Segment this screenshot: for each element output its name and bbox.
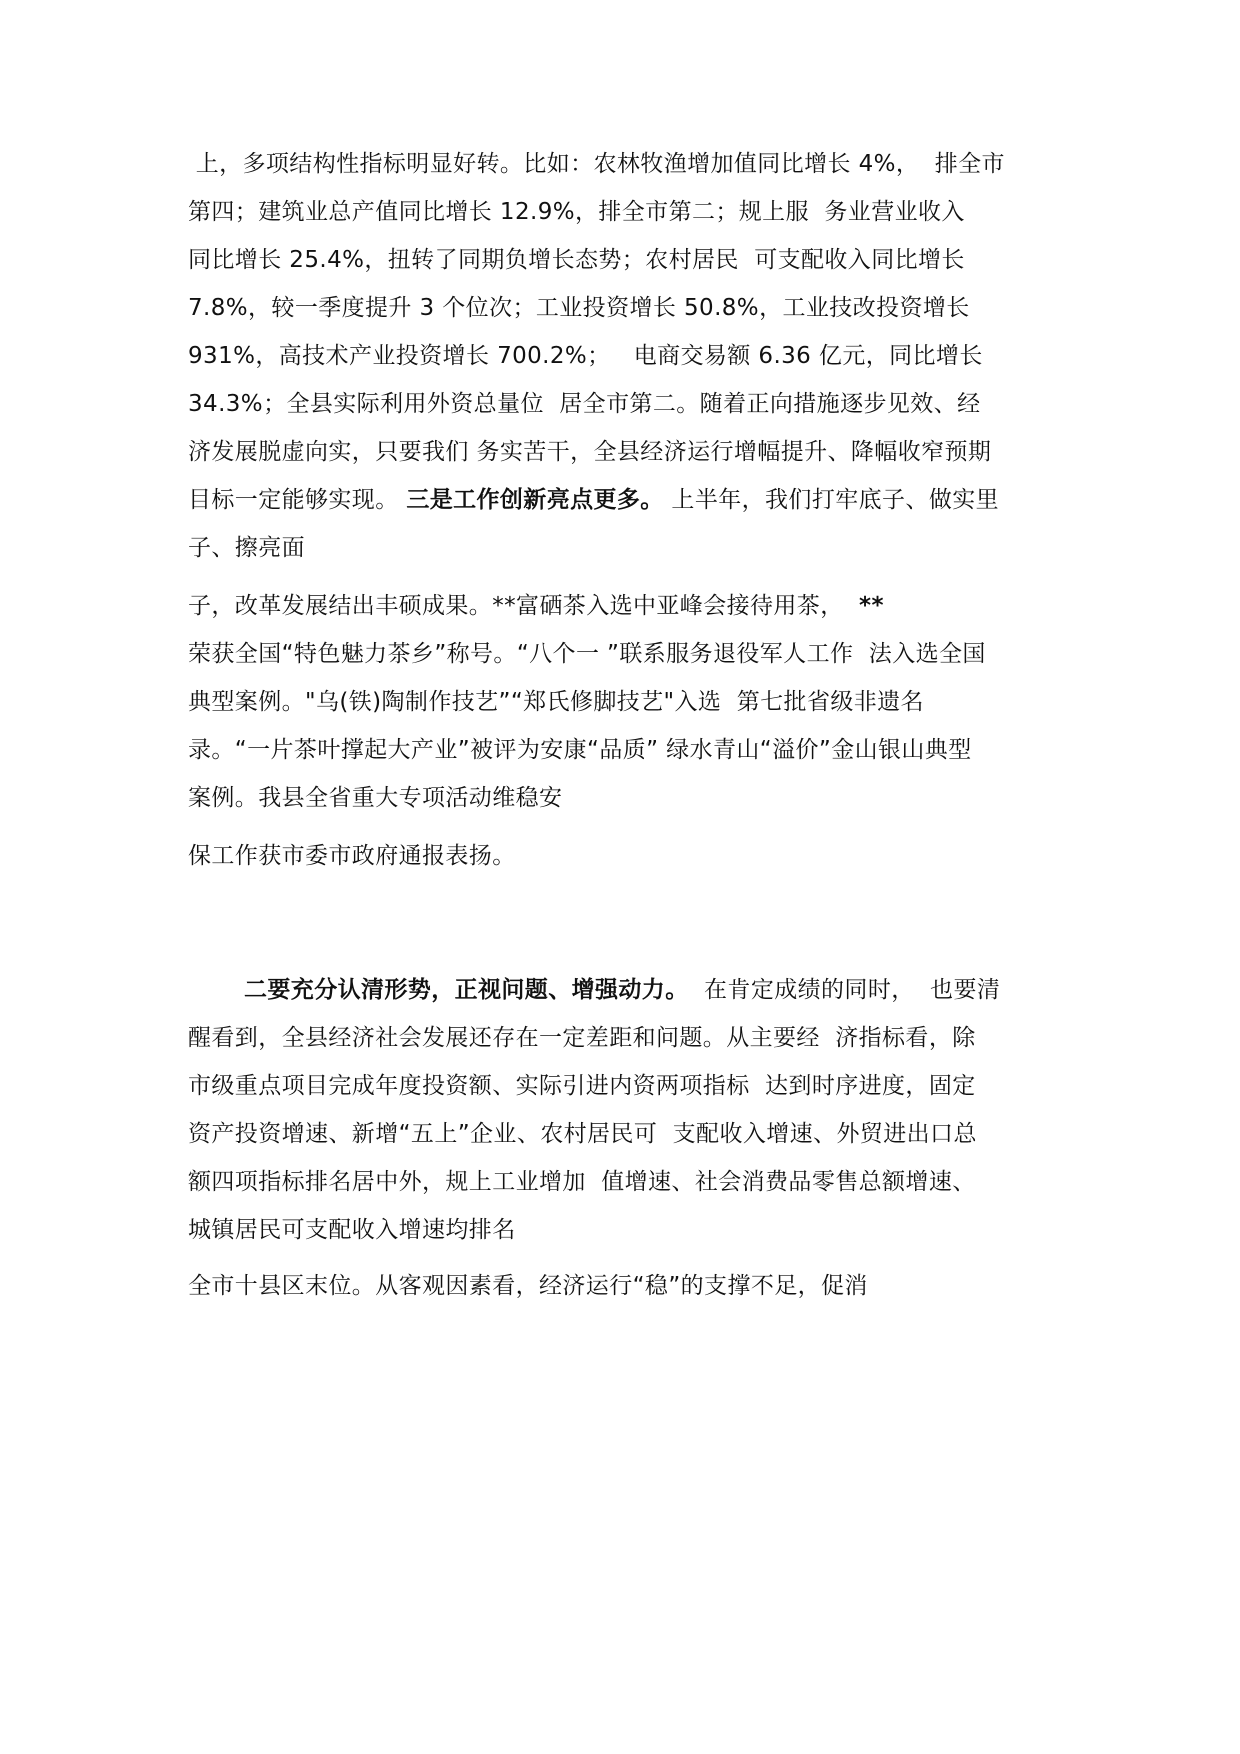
text-line: 34.3%；全县实际利用外资总量位 居全市第二。随着正向措施逐步见效、经 xyxy=(188,391,981,417)
text-line: 同比增长 25.4%，扭转了同期负增长态势；农村居民 可支配收入同比增长 xyxy=(188,247,965,273)
text-line: 典型案例。"乌(铁)陶制作技艺”“郑氏修脚技艺"入选 第七批省级非遗名 xyxy=(188,689,924,715)
text-line: 上，多项结构性指标明显好转。比如：农林牧渔增加值同比增长 4%， 排全市 xyxy=(188,151,1005,177)
text-line: 二要充分认清形势，正视问题、增强动力。 在肯定成绩的同时， 也要清 xyxy=(244,977,1001,1003)
text-line: 第四；建筑业总产值同比增长 12.9%，排全市第二；规上服 务业营业收入 xyxy=(188,199,965,225)
highlight-heading: 三是工作创新亮点更多。 xyxy=(406,487,664,513)
text-line: 额四项指标排名居中外，规上工业增加 值增速、社会消费品零售总额增速、 xyxy=(188,1169,976,1195)
text-line: 案例。我县全省重大专项活动维稳安 xyxy=(188,785,563,811)
text-line: 城镇居民可支配收入增速均排名 xyxy=(188,1217,516,1243)
text-line: 市级重点项目完成年度投资额、实际引进内资两项指标 达到时序进度，固定 xyxy=(188,1073,976,1099)
section-heading: 二要充分认清形势，正视问题、增强动力。 xyxy=(244,977,689,1003)
text-line: 全市十县区末位。从客观因素看，经济运行“稳”的支撑不足，促消 xyxy=(188,1273,868,1299)
text-line: 子，改革发展结出丰硕成果。**富硒茶入选中亚峰会接待用茶， ** xyxy=(188,593,884,619)
text-line: 7.8%，较一季度提升 3 个位次；工业投资增长 50.8%，工业技改投资增长 xyxy=(188,295,970,321)
text-line: 子、擦亮面 xyxy=(188,535,305,561)
text-line: 目标一定能够实现。 三是工作创新亮点更多。 上半年，我们打牢底子、做实里 xyxy=(188,487,1000,513)
text-line: 醒看到，全县经济社会发展还存在一定差距和问题。从主要经 济指标看，除 xyxy=(188,1025,976,1051)
text-line: 931%，高技术产业投资增长 700.2%； 电商交易额 6.36 亿元，同比增长 xyxy=(188,343,983,369)
text-line: 济发展脱虚向实，只要我们 务实苦干，全县经济运行增幅提升、降幅收窄预期 xyxy=(188,439,992,465)
text-line: 荣获全国“特色魅力茶乡”称号。“八个一 ”联系服务退役军人工作 法入选全国 xyxy=(188,641,986,667)
text-line: 录。“一片茶叶撑起大产业”被评为安康“品质” 绿水青山“溢价”金山银山典型 xyxy=(188,737,972,763)
text-line: 保工作获市委市政府通报表扬。 xyxy=(188,843,516,869)
text-line: 资产投资增速、新增“五上”企业、农村居民可 支配收入增速、外贸进出口总 xyxy=(188,1121,977,1147)
